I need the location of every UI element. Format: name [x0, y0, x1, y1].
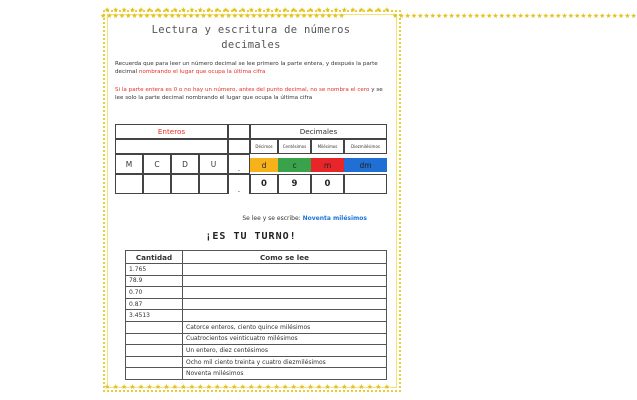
integer-subheader-cell	[115, 139, 228, 154]
place-letter-decimos: d	[250, 158, 278, 172]
place-letter-d: D	[171, 154, 199, 174]
table-row	[126, 264, 387, 276]
table-row	[126, 275, 387, 287]
place-letter-centesimos: c	[278, 158, 311, 172]
table-row	[126, 368, 387, 380]
sub-header-centesimos: Centésimos	[278, 139, 311, 154]
exercise-table	[125, 250, 387, 380]
place-letter-milesimos: m	[311, 158, 344, 172]
decimales-header: Decimales	[250, 124, 387, 139]
digit-cell-d	[171, 174, 199, 194]
reading-cell[interactable]	[183, 275, 387, 287]
col-header-como-se-lee: Como se lee	[183, 251, 387, 264]
reading-cell[interactable]: Un entero, diez centésimos	[183, 345, 387, 357]
reading-cell[interactable]	[183, 264, 387, 276]
reading-cell[interactable]: Noventa milésimos	[183, 368, 387, 380]
table-row	[126, 310, 387, 322]
digit-milesimos: 0	[311, 174, 344, 194]
digit-cell-c	[143, 174, 171, 194]
place-letter-m: M	[115, 154, 143, 174]
star-border-top: ★★★★★★★★★★★★★★★★★★★★★★★★★★★★★★★★★★	[104, 6, 393, 14]
quantity-cell[interactable]: 78.9	[126, 275, 183, 287]
enteros-header: Enteros	[115, 124, 228, 139]
place-letter-diezmilesimos: dm	[344, 158, 387, 172]
table-row	[126, 287, 387, 299]
reading-cell[interactable]	[183, 287, 387, 299]
table-row	[126, 321, 387, 333]
table-row	[126, 356, 387, 368]
reading-cell[interactable]: Cuatrocientos veinticuatro milésimos	[183, 333, 387, 345]
sub-header-decimos: Décimos	[250, 139, 278, 154]
place-letter-u: U	[199, 154, 228, 174]
digit-cell-m	[115, 174, 143, 194]
quantity-cell[interactable]	[126, 345, 183, 357]
star-border-left: ★★★★★★★★★★★★★★★★★★★★★★★★★★★★★★★★★★★★★★★	[100, 12, 345, 20]
reading-cell[interactable]	[183, 298, 387, 310]
quantity-cell[interactable]	[126, 333, 183, 345]
point-subheader-cell	[228, 139, 250, 154]
title-line-2: decimales	[221, 39, 281, 51]
digit-decimos: 0	[250, 174, 278, 194]
quantity-cell[interactable]: 0.70	[126, 287, 183, 299]
example-reading-note: Se lee y se escribe: Noventa milésimos	[242, 215, 367, 222]
page-title	[115, 23, 387, 53]
quantity-cell[interactable]: 0.87	[126, 298, 183, 310]
col-header-cantidad: Cantidad	[126, 251, 183, 264]
instruction-paragraph-2: Si la parte entera es 0 o no hay un número, antes del punto decimal, no se nombra el cero y se lee solo la parte decimal nombrando el lugar que ocupa la última cifra	[115, 87, 383, 102]
reading-cell[interactable]: Ocho mil ciento treinta y cuatro diezmilésimos	[183, 356, 387, 368]
digit-centesimos: 9	[278, 174, 311, 194]
place-value-table	[115, 124, 387, 212]
your-turn-heading: ¡ES TU TURNO!	[205, 231, 297, 242]
star-border-bottom: ★★★★★★★★★★★★★★★★★★★★★★★★★★★★★★★★★★	[104, 383, 393, 391]
decimal-point: .	[228, 154, 250, 174]
instruction-paragraph-1: Recuerda que para leer un número decimal se lee primero la parte entera, y después la parte decimal nombrando el lugar que ocupa la última cifra	[115, 61, 378, 76]
point-header-cell	[228, 124, 250, 139]
table-row	[126, 345, 387, 357]
digit-cell-u	[199, 174, 228, 194]
quantity-cell[interactable]: 3.4513	[126, 310, 183, 322]
star-border-right: ★★★★★★★★★★★★★★★★★★★★★★★★★★★★★★★★★★★★★★★	[392, 12, 637, 20]
place-letter-c: C	[143, 154, 171, 174]
worksheet	[115, 20, 387, 380]
sub-header-diezmilesimos: Diezmilésimos	[344, 139, 387, 154]
reading-cell[interactable]: Catorce enteros, ciento quince milésimos	[183, 321, 387, 333]
digit-diezmilesimos	[344, 174, 387, 194]
table-row	[126, 298, 387, 310]
table-row	[126, 333, 387, 345]
quantity-cell[interactable]	[126, 356, 183, 368]
quantity-cell[interactable]	[126, 321, 183, 333]
title-line-1: Lectura y escritura de números	[151, 24, 351, 36]
quantity-cell[interactable]: 1.765	[126, 264, 183, 276]
decimal-point-example: .	[228, 174, 250, 194]
reading-cell[interactable]	[183, 310, 387, 322]
sub-header-milesimos: Milésimos	[311, 139, 344, 154]
quantity-cell[interactable]	[126, 368, 183, 380]
